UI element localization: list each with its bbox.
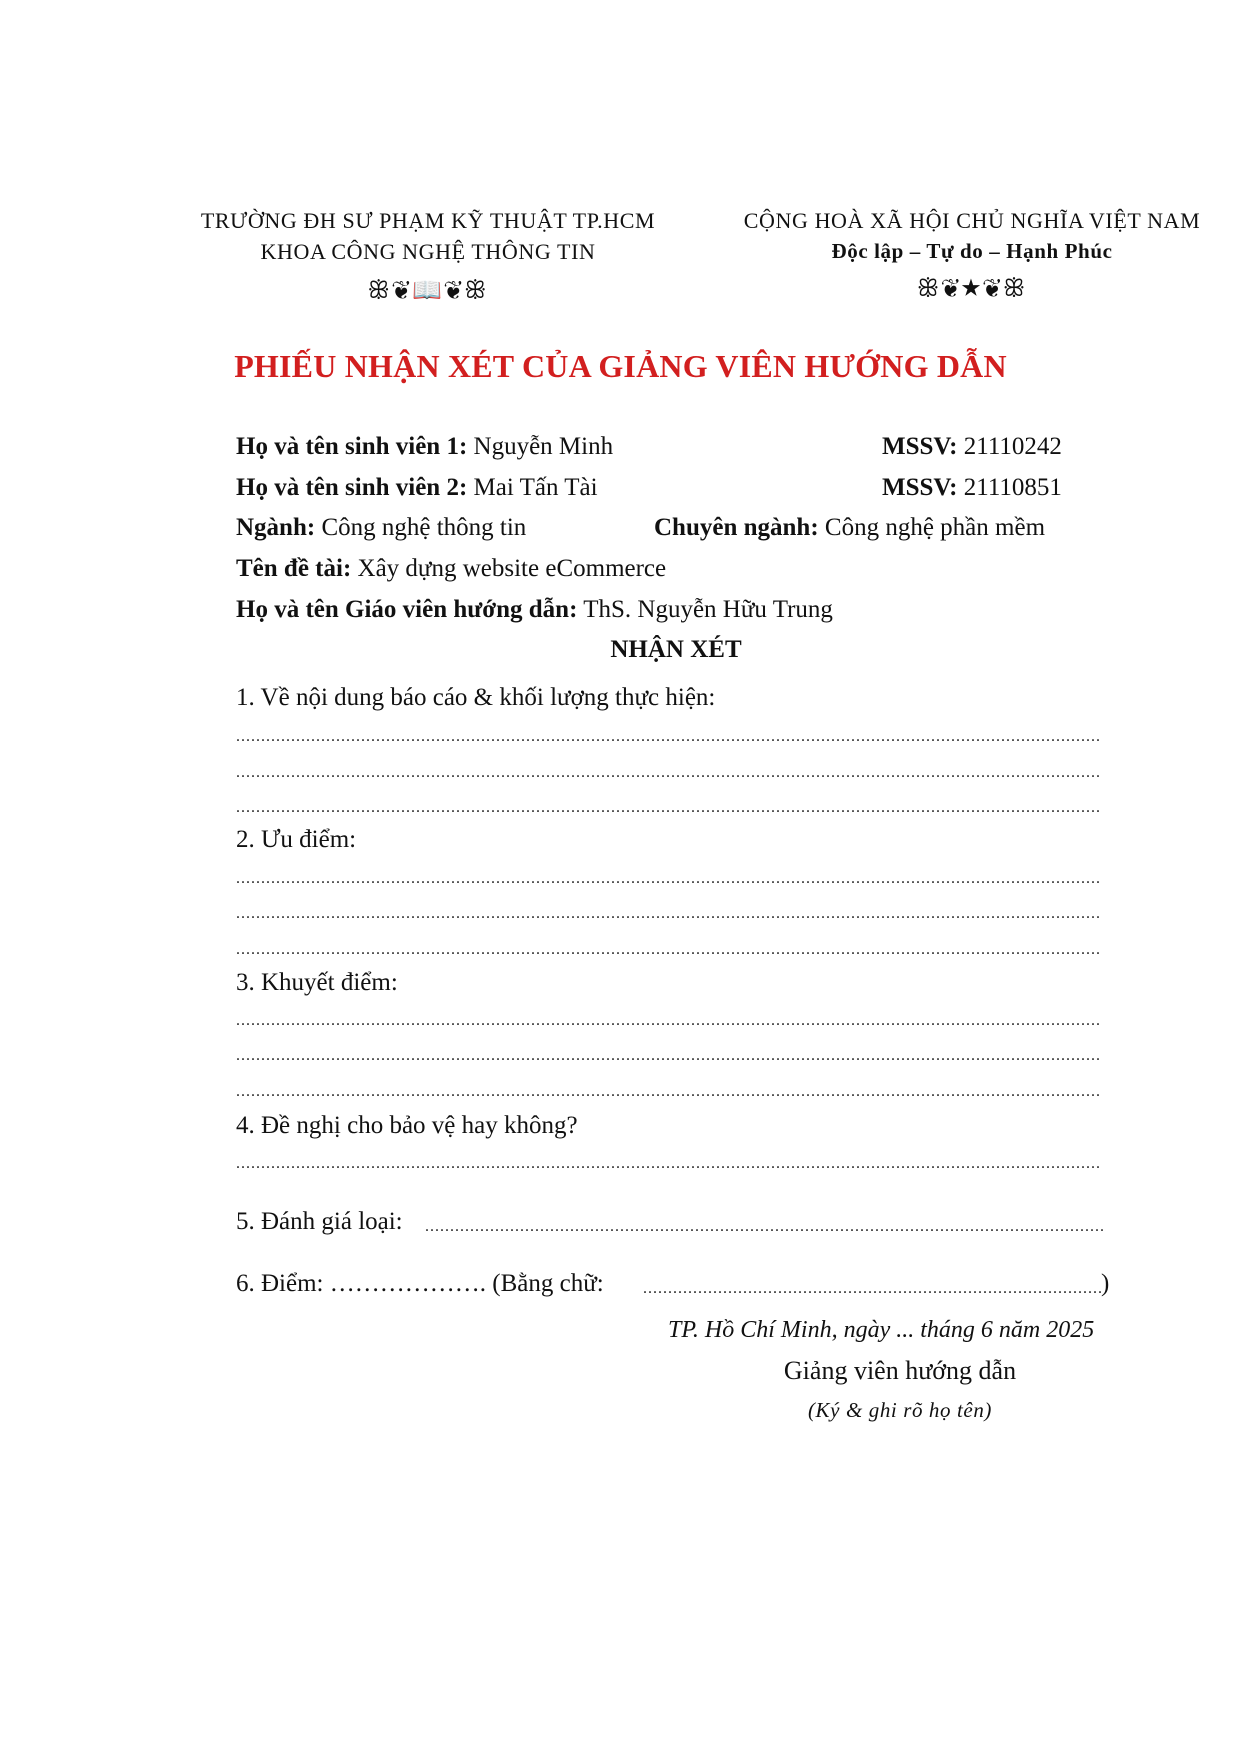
item-2-label: 2. Ưu điểm: — [236, 826, 357, 853]
national-motto: Độc lập – Tự do – Hạnh Phúc — [831, 239, 1113, 263]
item-6-words-line — [643, 1280, 1103, 1300]
section-title: NHẬN XÉT — [610, 636, 742, 663]
item-3-line-2 — [236, 1047, 1102, 1067]
advisor-row — [236, 596, 833, 624]
item-1-label: 1. Về nội dung báo cáo & khối lượng thực hiện: — [236, 684, 716, 711]
item-5-label: 5. Đánh giá loại: — [236, 1208, 403, 1235]
item-6-score-dots: ………………. — [329, 1270, 486, 1297]
item-4-label: 4. Đề nghị cho bảo vệ hay không? — [236, 1112, 578, 1139]
item-5-line — [425, 1218, 1105, 1238]
item-1-line-1 — [236, 728, 1102, 748]
student2-value: Mai Tấn Tài — [473, 474, 598, 501]
specialty-row — [654, 514, 1045, 542]
right-ornament-icon: ꕥ❦★❦ꕥ — [916, 276, 1028, 302]
mssv2-label: MSSV: — [882, 474, 958, 501]
mssv1-label: MSSV: — [882, 433, 958, 460]
specialty-value: Công nghệ phần mềm — [824, 514, 1046, 541]
advisor-label: Họ và tên Giáo viên hướng dẫn: — [236, 596, 578, 623]
left-ornament-icon: ꕥ❦📖❦ꕥ — [367, 278, 489, 304]
country-name: CỘNG HOÀ XÃ HỘI CHỦ NGHĨA VIỆT NAM — [743, 208, 1201, 233]
mssv2-value: 21110851 — [963, 474, 1062, 501]
student1-value: Nguyễn Minh — [473, 433, 614, 460]
item-3-line-3 — [236, 1083, 1102, 1103]
major-value: Công nghệ thông tin — [321, 514, 527, 541]
student2-row — [236, 474, 598, 502]
item-1-line-3 — [236, 799, 1102, 819]
topic-label: Tên đề tài: — [236, 555, 352, 582]
mssv1-row — [882, 433, 1062, 461]
topic-row — [236, 555, 666, 583]
mssv2-row — [882, 474, 1062, 502]
item-1-line-2 — [236, 764, 1102, 784]
signer-role: Giảng viên hướng dẫn — [783, 1356, 1017, 1385]
major-row — [236, 514, 526, 542]
item-3-line-1 — [236, 1012, 1102, 1032]
topic-value: Xây dựng website eCommerce — [357, 555, 667, 582]
page-title: PHIẾU NHẬN XÉT CỦA GIẢNG VIÊN HƯỚNG DẪN — [234, 348, 1007, 384]
advisor-value: ThS. Nguyễn Hữu Trung — [583, 596, 833, 623]
item-5-row — [236, 1208, 403, 1236]
item-6-words-open: (Bằng chữ: — [492, 1270, 604, 1297]
item-6-words-close: ) — [1101, 1270, 1110, 1297]
signature-note: (Ký & ghi rõ họ tên) — [807, 1398, 993, 1422]
student1-row — [236, 433, 613, 461]
mssv1-value: 21110242 — [963, 433, 1062, 460]
place-date: TP. Hồ Chí Minh, ngày ... tháng 6 năm 2025 — [668, 1317, 1095, 1343]
school-name: TRƯỜNG ĐH SƯ PHẠM KỸ THUẬT TP.HCM — [200, 208, 656, 233]
item-6-row — [236, 1270, 604, 1298]
faculty-name: KHOA CÔNG NGHỆ THÔNG TIN — [260, 239, 596, 264]
item-2-line-2 — [236, 905, 1102, 925]
item-2-line-1 — [236, 870, 1102, 890]
specialty-label: Chuyên ngành: — [654, 514, 819, 541]
item-3-label: 3. Khuyết điểm: — [236, 969, 398, 996]
student2-label: Họ và tên sinh viên 2: — [236, 474, 468, 501]
student1-label: Họ và tên sinh viên 1: — [236, 433, 468, 460]
item-6-label: 6. Điểm: — [236, 1270, 324, 1297]
major-label: Ngành: — [236, 514, 316, 541]
item-2-line-3 — [236, 941, 1102, 961]
item-4-line-1 — [236, 1155, 1102, 1175]
